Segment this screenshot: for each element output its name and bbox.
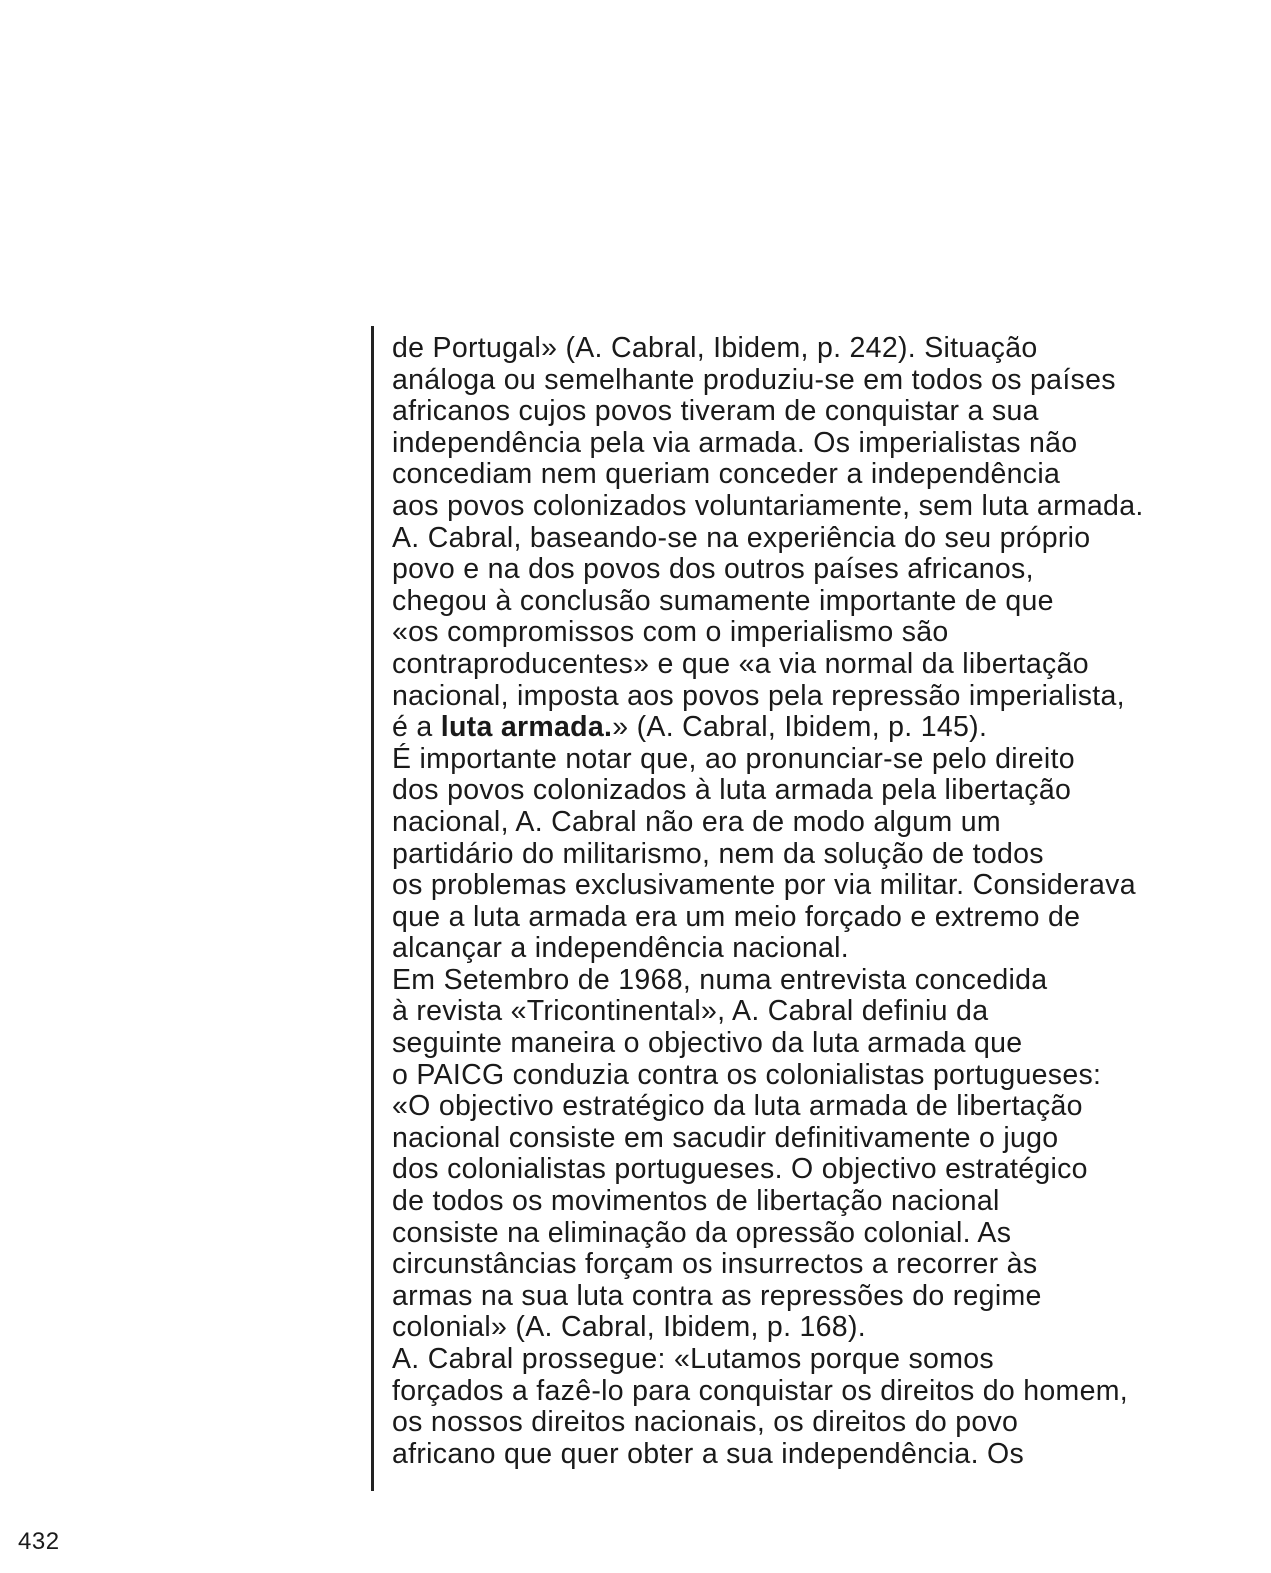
text-line: que a luta armada era um meio forçado e extremo de — [392, 900, 1081, 933]
page-number: 432 — [18, 1528, 60, 1555]
text-line: consiste na eliminação da opressão colonial. As — [392, 1216, 1012, 1249]
text-line: partidário do militarismo, nem da solução de todos — [392, 837, 1044, 870]
body-text — [392, 333, 1252, 1470]
text-line-post: » (A. Cabral, Ibidem, p. 145). — [612, 711, 988, 744]
text-line-pre: é a — [392, 711, 441, 744]
text-line: aos povos colonizados voluntariamente, sem luta armada. — [392, 489, 1144, 522]
text-line: povo e na dos povos dos outros países africanos, — [392, 553, 1034, 586]
text-line: os nossos direitos nacionais, os direitos do povo — [392, 1406, 1019, 1439]
text-line: nacional, A. Cabral não era de modo algum um — [392, 805, 1001, 838]
text-line: colonial» (A. Cabral, Ibidem, p. 168). — [392, 1311, 866, 1344]
text-line: nacional, imposta aos povos pela repressão imperialista, — [392, 679, 1125, 712]
text-line: dos povos colonizados à luta armada pela libertação — [392, 774, 1072, 807]
text-line: A. Cabral prossegue: «Lutamos porque somos — [392, 1343, 994, 1375]
text-line: contraproducentes» e que «a via normal da libertação — [392, 647, 1089, 680]
emphasis-luta-armada: luta armada. — [440, 711, 613, 744]
text-line-emphasis — [392, 712, 1252, 744]
text-line: forçados a fazê-lo para conquistar os direitos do homem, — [392, 1374, 1129, 1407]
text-line: «O objectivo estratégico da luta armada de libertação — [392, 1090, 1083, 1123]
text-line: de todos os movimentos de libertação nacional — [392, 1185, 1000, 1218]
text-line: alcançar a independência nacional. — [392, 932, 850, 965]
text-line: concediam nem queriam conceder a independência — [392, 458, 1061, 491]
text-line: armas na sua luta contra as repressões do regime — [392, 1279, 1042, 1312]
text-line: Em Setembro de 1968, numa entrevista concedida — [392, 963, 1048, 996]
text-line: circunstâncias forçam os insurrectos a recorrer às — [392, 1248, 1038, 1281]
text-line: os problemas exclusivamente por via militar. Considerava — [392, 869, 1136, 902]
text-line: chegou à conclusão sumamente importante de que — [392, 584, 1054, 617]
text-line: análoga ou semelhante produziu-se em todos os países — [392, 363, 1116, 396]
text-line: A. Cabral, baseando-se na experiência do seu próprio — [392, 521, 1091, 554]
text-line: à revista «Tricontinental», A. Cabral definiu da — [392, 995, 989, 1028]
text-line: independência pela via armada. Os imperialistas não — [392, 426, 1078, 459]
text-line: o PAICG conduzia contra os colonialistas portugueses: — [392, 1058, 1102, 1091]
text-line: nacional consiste em sacudir definitivamente o jugo — [392, 1121, 1059, 1154]
text-line: É importante notar que, ao pronunciar-se pelo direito — [392, 742, 1075, 775]
text-line: «os compromissos com o imperialismo são — [392, 616, 949, 649]
text-line: dos colonialistas portugueses. O objectivo estratégico — [392, 1153, 1088, 1186]
text-line: seguinte maneira o objectivo da luta armada que — [392, 1027, 1023, 1060]
text-line: africanos cujos povos tiveram de conquistar a sua — [392, 395, 1039, 428]
margin-rule — [371, 326, 374, 1491]
text-line: africano que quer obter a sua independência. Os — [392, 1437, 1025, 1470]
text-line: de Portugal» (A. Cabral, Ibidem, p. 242). Situação — [392, 332, 1038, 364]
